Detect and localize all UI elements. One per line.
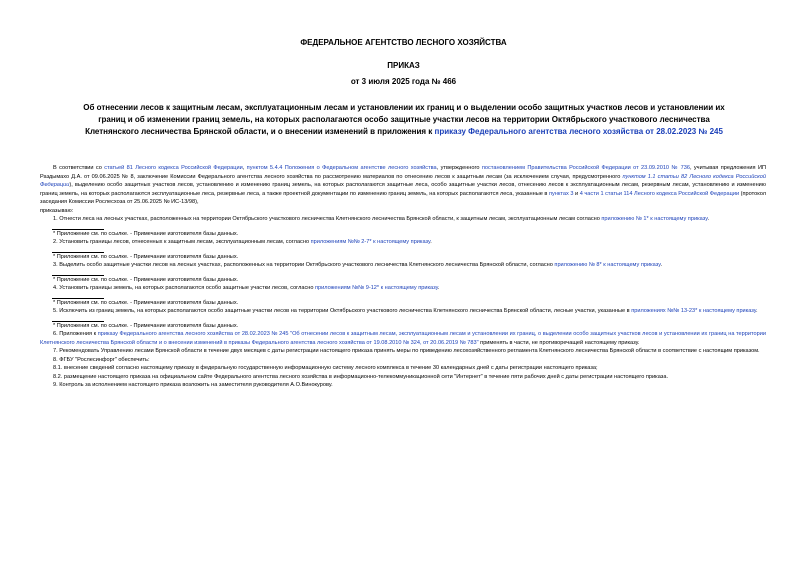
- text: и: [573, 190, 580, 197]
- item-3: [40, 261, 766, 270]
- link-appendix-1[interactable]: приложению № 1* к настоящему приказу: [601, 216, 708, 222]
- text: , учитывая предложения ИП Раздымахо Д.А. от 09.06.2025 № 8, заключение Комиссии Федерального агентства лесного хозяйства по рассмотрению материалов по отнесению лесов к защитным лесам (за исключением случая, предусмотренного: [40, 165, 766, 180]
- text: .: [430, 239, 432, 245]
- title-line-2: границ и об изменении границ земель, на которых располагаются особо защитные участки лесов на территории Октябрьского участкового лесничества: [98, 115, 710, 124]
- item-2: [40, 238, 766, 247]
- title-line-1: Об отнесении лесов к защитным лесам, эксплуатационным лесам и установлении их границ и о выделении особо защитных участков лесов и установлении их: [83, 103, 725, 112]
- link-government-decree[interactable]: постановлением Правительства Российской Федерации от 23.09.2010 № 736: [481, 165, 690, 171]
- link-points-3[interactable]: пунктах 3: [548, 190, 574, 197]
- document-type: ПРИКАЗ: [387, 61, 420, 70]
- item-6: [40, 330, 766, 347]
- text: 4. Установить границы земель, на которых располагаются особо защитные участки лесов, согласно: [53, 285, 316, 291]
- title-line-3-text: Клетнянского лесничества Брянской области, и о внесении изменений в приложения к: [85, 127, 435, 136]
- text: ), выделению особо защитных участков лесов, установлению и изменению границ земель, на которых располагаются защитные леса, особо защитные участки лесов, отнесению лесов к эксплуатационным лесам, резервным лесам, установлению и изменению границ земель, на которых располагаются эксплуатационные леса, резервные леса, а также проектной документации по изменению границ земель, на которых располагаются леса, указанные в: [40, 182, 766, 197]
- item-8: 8. ФГБУ "Рослесинфорг" обеспечить:: [53, 356, 150, 363]
- item-9: 9. Контроль за исполнением настоящего приказа возложить на заместителя руководителя А.О.Винокурову.: [53, 382, 333, 388]
- footnote-1: * Приложение см. по ссылке. - Примечание изготовителя базы данных.: [53, 230, 239, 237]
- item-5: [40, 307, 766, 316]
- text: , утвержденного: [436, 165, 482, 171]
- item-8-2: 8.2. размещение настоящего приказа на официальном сайте Федерального агентства лесного хозяйства в информационно-телекоммуникационной сети "Интернет" в течение пяти рабочих дней с даты регистрации настоящего приказа.: [53, 373, 669, 380]
- footnote-3: * Приложение см. по ссылке. - Примечание изготовителя базы данных.: [53, 276, 239, 283]
- text: 5. Исключить из границ земель, на которых располагаются особо защитные участки лесов на территории Октябрьского участкового лесничества Клетнянского лесничества Брянской области, лесные участки, указанные в: [53, 308, 632, 314]
- text: 3. Выделить особо защитные участки лесов на лесных участках, расположенных на территории Октябрьского участкового лесничества Клетнянского лесничества Брянской области, согласно: [53, 262, 555, 268]
- text: 6. Приложения к: [53, 331, 98, 337]
- footnote-4: * Приложения см. по ссылке. - Примечание изготовителя базы данных.: [53, 299, 239, 306]
- text: 1. Отнести леса на лесных участках, расположенных на территории Октябрьского участкового лесничества Клетнянского лесничества Брянской области, к защитным лесам, эксплуатационным лесам согласно: [53, 216, 602, 222]
- text: 2. Установить границы лесов, отнесенных к защитным лесам, эксплуатационным лесам, согласно: [53, 239, 311, 245]
- link-forest-code-art81[interactable]: статьей 81 Лесного кодекса Российской Федерации: [104, 165, 243, 171]
- link-regulation-5-4-4[interactable]: пунктом 5.4.4 Положения о Федеральном агентстве лесного хозяйства: [246, 165, 437, 171]
- text: применять в части, не противоречащей настоящему приказу.: [478, 339, 640, 346]
- text: .: [660, 262, 663, 268]
- document-body: [40, 164, 766, 390]
- text: (протокол заседания Комиссии Рослесхоза от 25.06.2025 № ИС-13/98),: [40, 190, 767, 205]
- item-7: 7. Рекомендовать Управлению лесами Брянской области в течение двух месяцев с даты регистрации настоящего приказа принять меры по приведению лесохозяйственного регламента Клетнянского лесничества Брянской области в соответствие с настоящим приказом.: [53, 348, 760, 354]
- title-line-3: [44, 126, 764, 138]
- link-appendix-2-7[interactable]: приложениям №№ 2-7* к настоящему приказу: [310, 239, 431, 245]
- preamble: [40, 164, 766, 207]
- link-appendix-13-23[interactable]: приложениях №№ 13-23* к настоящему приказу: [631, 308, 757, 314]
- text: В соответствии со: [53, 165, 105, 171]
- link-appendix-8[interactable]: приложению № 8* к настоящему приказу: [554, 262, 661, 268]
- item-4: [40, 284, 766, 293]
- date-number: от 3 июля 2025 года № 466: [350, 77, 457, 86]
- text: .: [707, 216, 709, 222]
- link-forest-code-art114[interactable]: 4 части 1 статьи 114 Лесного кодекса Российской Федерации: [579, 190, 740, 197]
- title-order-link[interactable]: приказу Федерального агентства лесного хозяйства от 28.02.2023 № 245: [434, 127, 723, 136]
- link-forest-code-art82[interactable]: пунктом 1.1 статьи 82 Лесного кодекса Российской Федерации: [40, 173, 766, 188]
- order-word: приказываю:: [40, 207, 74, 214]
- link-order-245[interactable]: приказу Федерального агентства лесного хозяйства от 28.02.2023 № 245 "Об отнесении лесов к защитным лесам, эксплуатационным лесам и установлении их границ, о выделении особо защитных участков лесов и установлении их границ на территории Клетнянского лесничества Брянской области и о внесении изменений в приказы Федерального агентства лесного хозяйства от 19.08.2010 № 324, от 20.06.2019 № 783": [40, 331, 766, 346]
- footnote-2: * Приложения см. по ссылке. - Примечание изготовителя базы данных.: [53, 253, 239, 260]
- footnote-5: * Приложения см. по ссылке. - Примечание изготовителя базы данных.: [53, 322, 239, 329]
- link-appendix-9-12[interactable]: приложениям №№ 9-12* к настоящему приказу: [315, 285, 438, 291]
- text: .: [756, 308, 758, 314]
- document-title: [44, 102, 764, 138]
- text: .: [437, 285, 440, 291]
- item-1: [40, 215, 766, 224]
- item-8-1: 8.1. внесение сведений согласно настоящему приказу в федеральную государственную информационную систему лесного комплекса в течение 30 календарных дней с даты регистрации настоящего приказа;: [53, 365, 598, 371]
- text: ,: [242, 165, 247, 171]
- agency-name: ФЕДЕРАЛЬНОЕ АГЕНТСТВО ЛЕСНОГО ХОЗЯЙСТВА: [300, 38, 507, 47]
